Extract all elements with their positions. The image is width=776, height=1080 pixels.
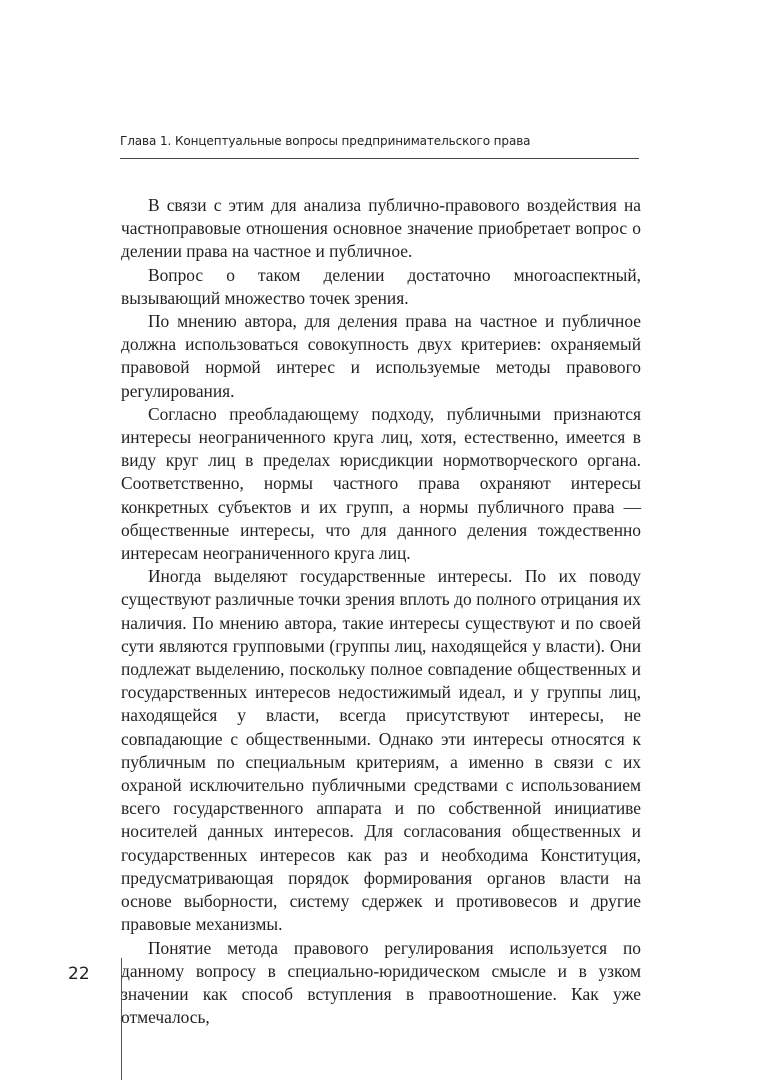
paragraph: Согласно преобладающему подходу, публичными признаются интересы неограниченного круга лиц, хотя, естественно, имеется в виду круг лиц в пределах юрисдикции нормотворческого органа. Соответственно, нормы частного права охраняют интересы конкретных субъектов и их групп, а нормы публичного права — общественные интересы, что для данного деления тождественно интересам неограниченного круга лиц. — [121, 403, 641, 564]
body-text — [121, 194, 641, 1029]
paragraph: Иногда выделяют государственные интересы. По их поводу существуют различные точки зрения вплоть до полного отрицания их наличия. По мнению автора, такие интересы существуют и по своей сути являются групповыми (группы лиц, находящейся у власти). Они подлежат выделению, поскольку полное совпадение общественных и государственных интересов недостижимый идеал, и у группы лиц, находящейся у власти, всегда присутствуют интересы, не совпадающие с общественными. Однако эти интересы относятся к публичным по специальным критериям, а именно в связи с их охраной исключительно публичными средствами с использованием всего государственного аппарата и по собственной инициативе носителей данных интересов. Для согласования общественных и государственных интересов как раз и необходима Конституция, предусматривающая порядок формирования органов власти на основе выборности, систему сдержек и противовесов и другие правовые механизмы. — [121, 566, 641, 935]
paragraph: Понятие метода правового регулирования используется по данному вопросу в специально-юридическом смысле и в узком значении как способ вступления в правоотношение. Как уже отмечалось, — [121, 937, 641, 1028]
page-number-divider — [121, 958, 122, 1080]
paragraph: Вопрос о таком делении достаточно многоаспектный, вызывающий множество точек зрения. — [121, 264, 641, 308]
running-title: Глава 1. Концептуальные вопросы предпринимательского права — [120, 134, 531, 148]
page-number: 22 — [68, 964, 90, 984]
header-divider — [120, 158, 639, 159]
paragraph: В связи с этим для анализа публично-правового воздействия на частноправовые отношения основное значение приобретает вопрос о делении права на частное и публичное. — [121, 195, 641, 262]
paragraph: По мнению автора, для деления права на частное и публичное должна использоваться совокупность двух критериев: охраняемый правовой нормой интерес и используемые методы правового регулирования. — [121, 311, 641, 401]
